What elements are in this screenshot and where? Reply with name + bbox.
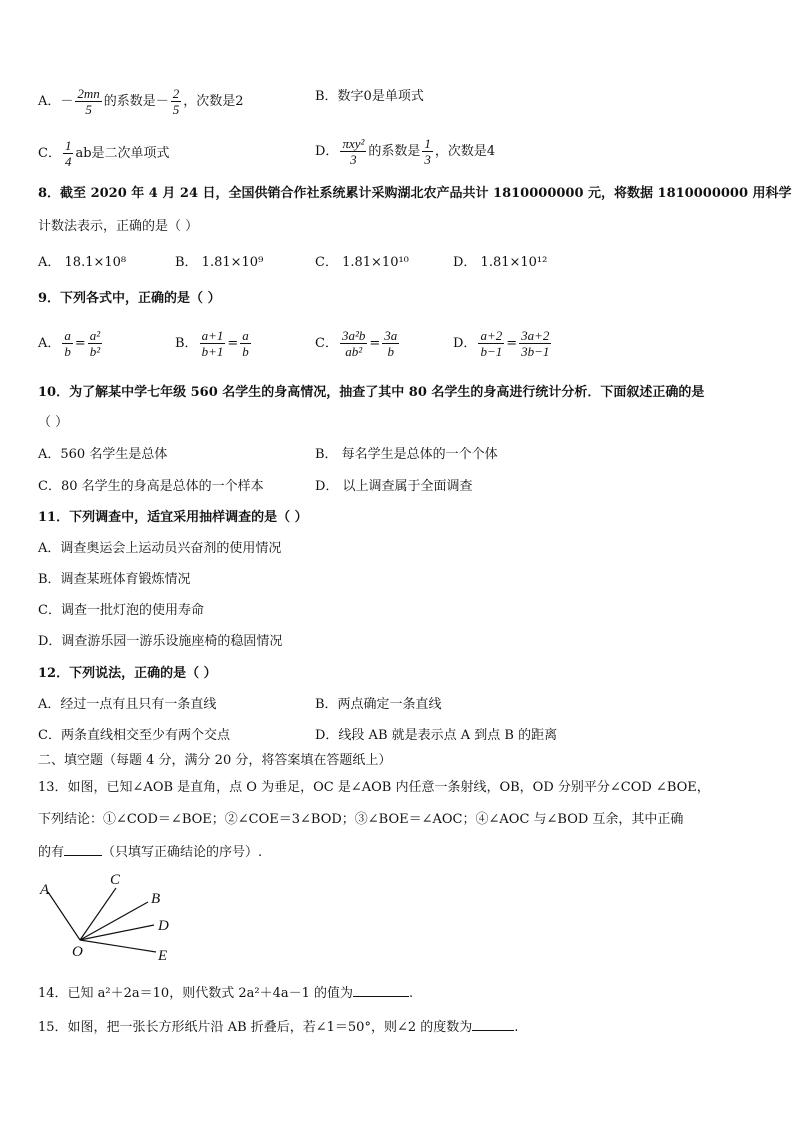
ray-oe xyxy=(80,940,156,952)
fraction: $\frac{1}{4}$ xyxy=(64,138,72,169)
fraction: $\frac{2}{5}$ xyxy=(172,86,180,117)
q13-line2: 下列结论：①∠COD＝∠BOE；②∠COE＝3∠BOD；③∠BOE＝∠AOC；④∠AOC 与∠BOD 互余，其中正确 xyxy=(38,812,684,827)
q8-option-d: D． 1.81×10¹² xyxy=(453,255,548,270)
q12-option-d: D．线段 AB 就是表示点 A 到点 B 的距离 xyxy=(315,728,558,743)
q14: 14．已知 a²＋2a＝10，则代数式 2a²＋4a－1 的值为 . xyxy=(38,986,414,1001)
fraction: $\frac{\text{a²}}{\text{b²}}$ xyxy=(89,328,101,359)
q11-stem: 11．下列调查中，适宜采用抽样调查的是（ ） xyxy=(38,510,308,525)
q9-stem: 9．下列各式中，正确的是（ ） xyxy=(38,291,221,306)
q8-option-a: A． 18.1×10⁸ xyxy=(38,255,127,270)
q15: 15．如图，把一张长方形纸片沿 AB 折叠后，若∠1＝50°，则∠2 的度数为 . xyxy=(38,1020,519,1035)
q8-stem-line1: 8．截至 2020 年 4 月 24 日，全国供销合作社系统累计采购湖北农产品共计 1810000000 元，将数据 1810000000 用科学 xyxy=(38,186,792,201)
angle-figure xyxy=(36,870,196,970)
q13-line1: 13．如图，已知∠AOB 是直角，点 O 为垂足，OC 是∠AOB 内任意一条射线，OB，OD 分别平分∠COD ∠BOE， xyxy=(38,780,710,795)
q11-option-d: D．调查游乐园一游乐设施座椅的稳固情况 xyxy=(38,634,283,649)
label-d: D xyxy=(158,918,169,934)
fraction: $\frac{\text{3a²b}}{\text{ab²}}$ xyxy=(341,328,366,359)
fraction: $\frac{a}{b}$ xyxy=(242,328,249,359)
q12-option-b: B．两点确定一条直线 xyxy=(315,697,442,712)
fraction: $\frac{a+1}{b+1}$ xyxy=(201,328,224,359)
q12-option-a: A．经过一点有且只有一条直线 xyxy=(38,697,217,712)
ray-ob xyxy=(80,902,148,940)
q10-stem-line1: 10．为了解某中学七年级 560 名学生的身高情况，抽查了其中 80 名学生的身高进行统计分析．下面叙述正确的是 xyxy=(38,385,705,400)
q9-option-a: A． $\frac{a}{b}$ = $\frac{\text{a²}}{\text{b²}}$ xyxy=(38,328,101,359)
answer-blank[interactable] xyxy=(64,843,102,856)
fraction: $\frac{\text{πxy²}}{3}$ xyxy=(342,136,365,167)
ray-oa xyxy=(48,892,80,940)
fraction: $\frac{1}{3}$ xyxy=(424,136,431,167)
q10-option-b: B． 每名学生是总体的一个个体 xyxy=(315,447,498,462)
answer-blank[interactable] xyxy=(472,1018,514,1031)
q7-option-b: B．数字0是单项式 xyxy=(315,89,424,104)
label-c: C xyxy=(110,872,121,888)
fraction: $\frac{a}{b}$ xyxy=(64,328,71,359)
label-a: A xyxy=(40,882,50,898)
fraction: $\frac{a+2}{b-1}$ xyxy=(480,328,503,359)
q10-stem-line2: （ ） xyxy=(38,415,69,430)
fraction: $\frac{3a+2}{3b-1}$ xyxy=(521,328,550,359)
q13-line3: 的有 （只填写正确结论的序号）. xyxy=(38,845,263,860)
q10-option-c: C．80 名学生的身高是总体的一个样本 xyxy=(38,479,264,494)
q11-option-a: A．调查奥运会上运动员兴奋剂的使用情况 xyxy=(38,541,282,556)
fraction: $\frac{2mn}{5}$ xyxy=(77,86,100,117)
section-heading: 二、填空题（每题 4 分，满分 20 分，将答案填在答题纸上） xyxy=(38,753,392,768)
label-e: E xyxy=(158,948,168,964)
ray-oc xyxy=(80,888,116,940)
q7-option-a: A．－ $\frac{2mn}{5}$ 的系数是－ $\frac{2}{5}$ ，次数是2 xyxy=(38,86,244,117)
answer-blank[interactable] xyxy=(353,984,409,997)
label-o: O xyxy=(72,944,83,960)
q11-option-c: C．调查一批灯泡的使用寿命 xyxy=(38,603,204,618)
q9-option-c: C． $\frac{\text{3a²b}}{\text{ab²}}$ = $\frac{3a}{b}$ xyxy=(315,328,398,359)
q9-option-b: B． $\frac{a+1}{b+1}$ = $\frac{a}{b}$ xyxy=(175,328,249,359)
q10-option-d: D． 以上调查属于全面调查 xyxy=(315,479,473,494)
fraction: $\frac{3a}{b}$ xyxy=(384,328,398,359)
q7-option-c: C． $\frac{1}{4}$ ab是二次单项式 xyxy=(38,138,170,169)
q7-option-d: D． $\frac{\text{πxy²}}{3}$ 的系数是 $\frac{1}{3}$ ，次数是4 xyxy=(315,136,496,167)
q10-option-a: A．560 名学生是总体 xyxy=(38,447,168,462)
q12-stem: 12．下列说法，正确的是（ ） xyxy=(38,666,217,681)
ray-od xyxy=(80,925,154,940)
q12-option-c: C．两条直线相交至少有两个交点 xyxy=(38,728,230,743)
q8-option-b: B． 1.81×10⁹ xyxy=(175,255,264,270)
q11-option-b: B．调查某班体育锻炼情况 xyxy=(38,572,191,587)
q9-option-d: D． $\frac{a+2}{b-1}$ = $\frac{3a+2}{3b-1}$ xyxy=(453,328,550,359)
label-b: B xyxy=(151,891,161,907)
q8-stem-line2: 计数法表示，正确的是（ ） xyxy=(38,219,199,234)
q8-option-c: C． 1.81×10¹⁰ xyxy=(315,255,409,270)
